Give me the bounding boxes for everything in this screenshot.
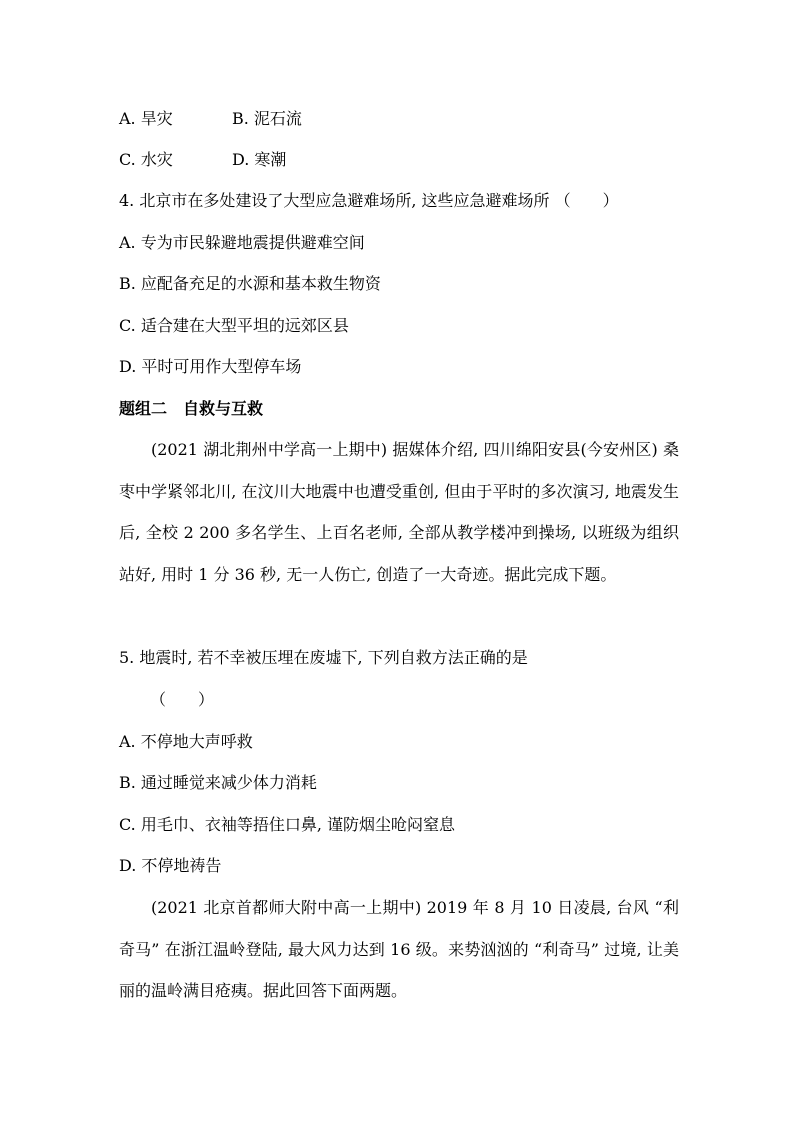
section-title: 题组二 自救与互救 <box>119 399 264 418</box>
question-4-option-d: D. 平时可用作大型停车场 <box>119 357 302 376</box>
question-5-option-c: C. 用毛巾、衣袖等捂住口鼻, 谨防烟尘呛闷窒息 <box>119 815 456 834</box>
option-b: B. 泥石流 <box>232 109 302 128</box>
question-4-option-c: C. 适合建在大型平坦的远郊区县 <box>119 316 349 335</box>
option-row <box>119 149 173 171</box>
question-4-stem: 4. 北京市在多处建设了大型应急避难场所, 这些应急避难场所 （ ） <box>119 191 619 210</box>
option-c: C. 水灾 <box>119 150 173 169</box>
option-d: D. 寒潮 <box>232 150 287 169</box>
question-5-blank: （ ） <box>150 690 215 709</box>
option-row <box>232 149 286 171</box>
question-5-option-b: B. 通过睡觉来减少体力消耗 <box>119 773 317 792</box>
question-5-option-d: D. 不停地祷告 <box>119 856 222 875</box>
option-a: A. 旱灾 <box>119 109 173 128</box>
question-4-option-a: A. 专为市民躲避地震提供避难空间 <box>119 233 365 252</box>
question-4-option-b: B. 应配备充足的水源和基本救生物资 <box>119 274 381 293</box>
question-5-stem: 5. 地震时, 若不幸被压埋在废墟下, 下列自救方法正确的是 <box>119 648 528 667</box>
option-row <box>232 108 302 130</box>
option-row <box>119 108 173 130</box>
passage-2: (2021 北京首都师大附中高一上期中) 2019 年 8 月 10 日凌晨, 台风 “利奇马” 在浙江温岭登陆, 最大风力达到 16 级。来势汹汹的 “利奇马” 过境, 让美丽的温岭满目疮痍。据此回答下面两题。 <box>119 898 679 1000</box>
question-5-option-a: A. 不停地大声呼救 <box>119 732 253 751</box>
passage-1: (2021 湖北荆州中学高一上期中) 据媒体介绍, 四川绵阳安县(今安州区) 桑枣中学紧邻北川, 在汶川大地震中也遭受重创, 但由于平时的多次演习, 地震发生后, 全校 2 200 多名学生、上百名老师, 全部从教学楼冲到操场, 以班级为组织站好, 用时 1 分 36 秒, 无一人伤亡, 创造了一大奇迹。据此完成下题。 <box>119 440 679 584</box>
